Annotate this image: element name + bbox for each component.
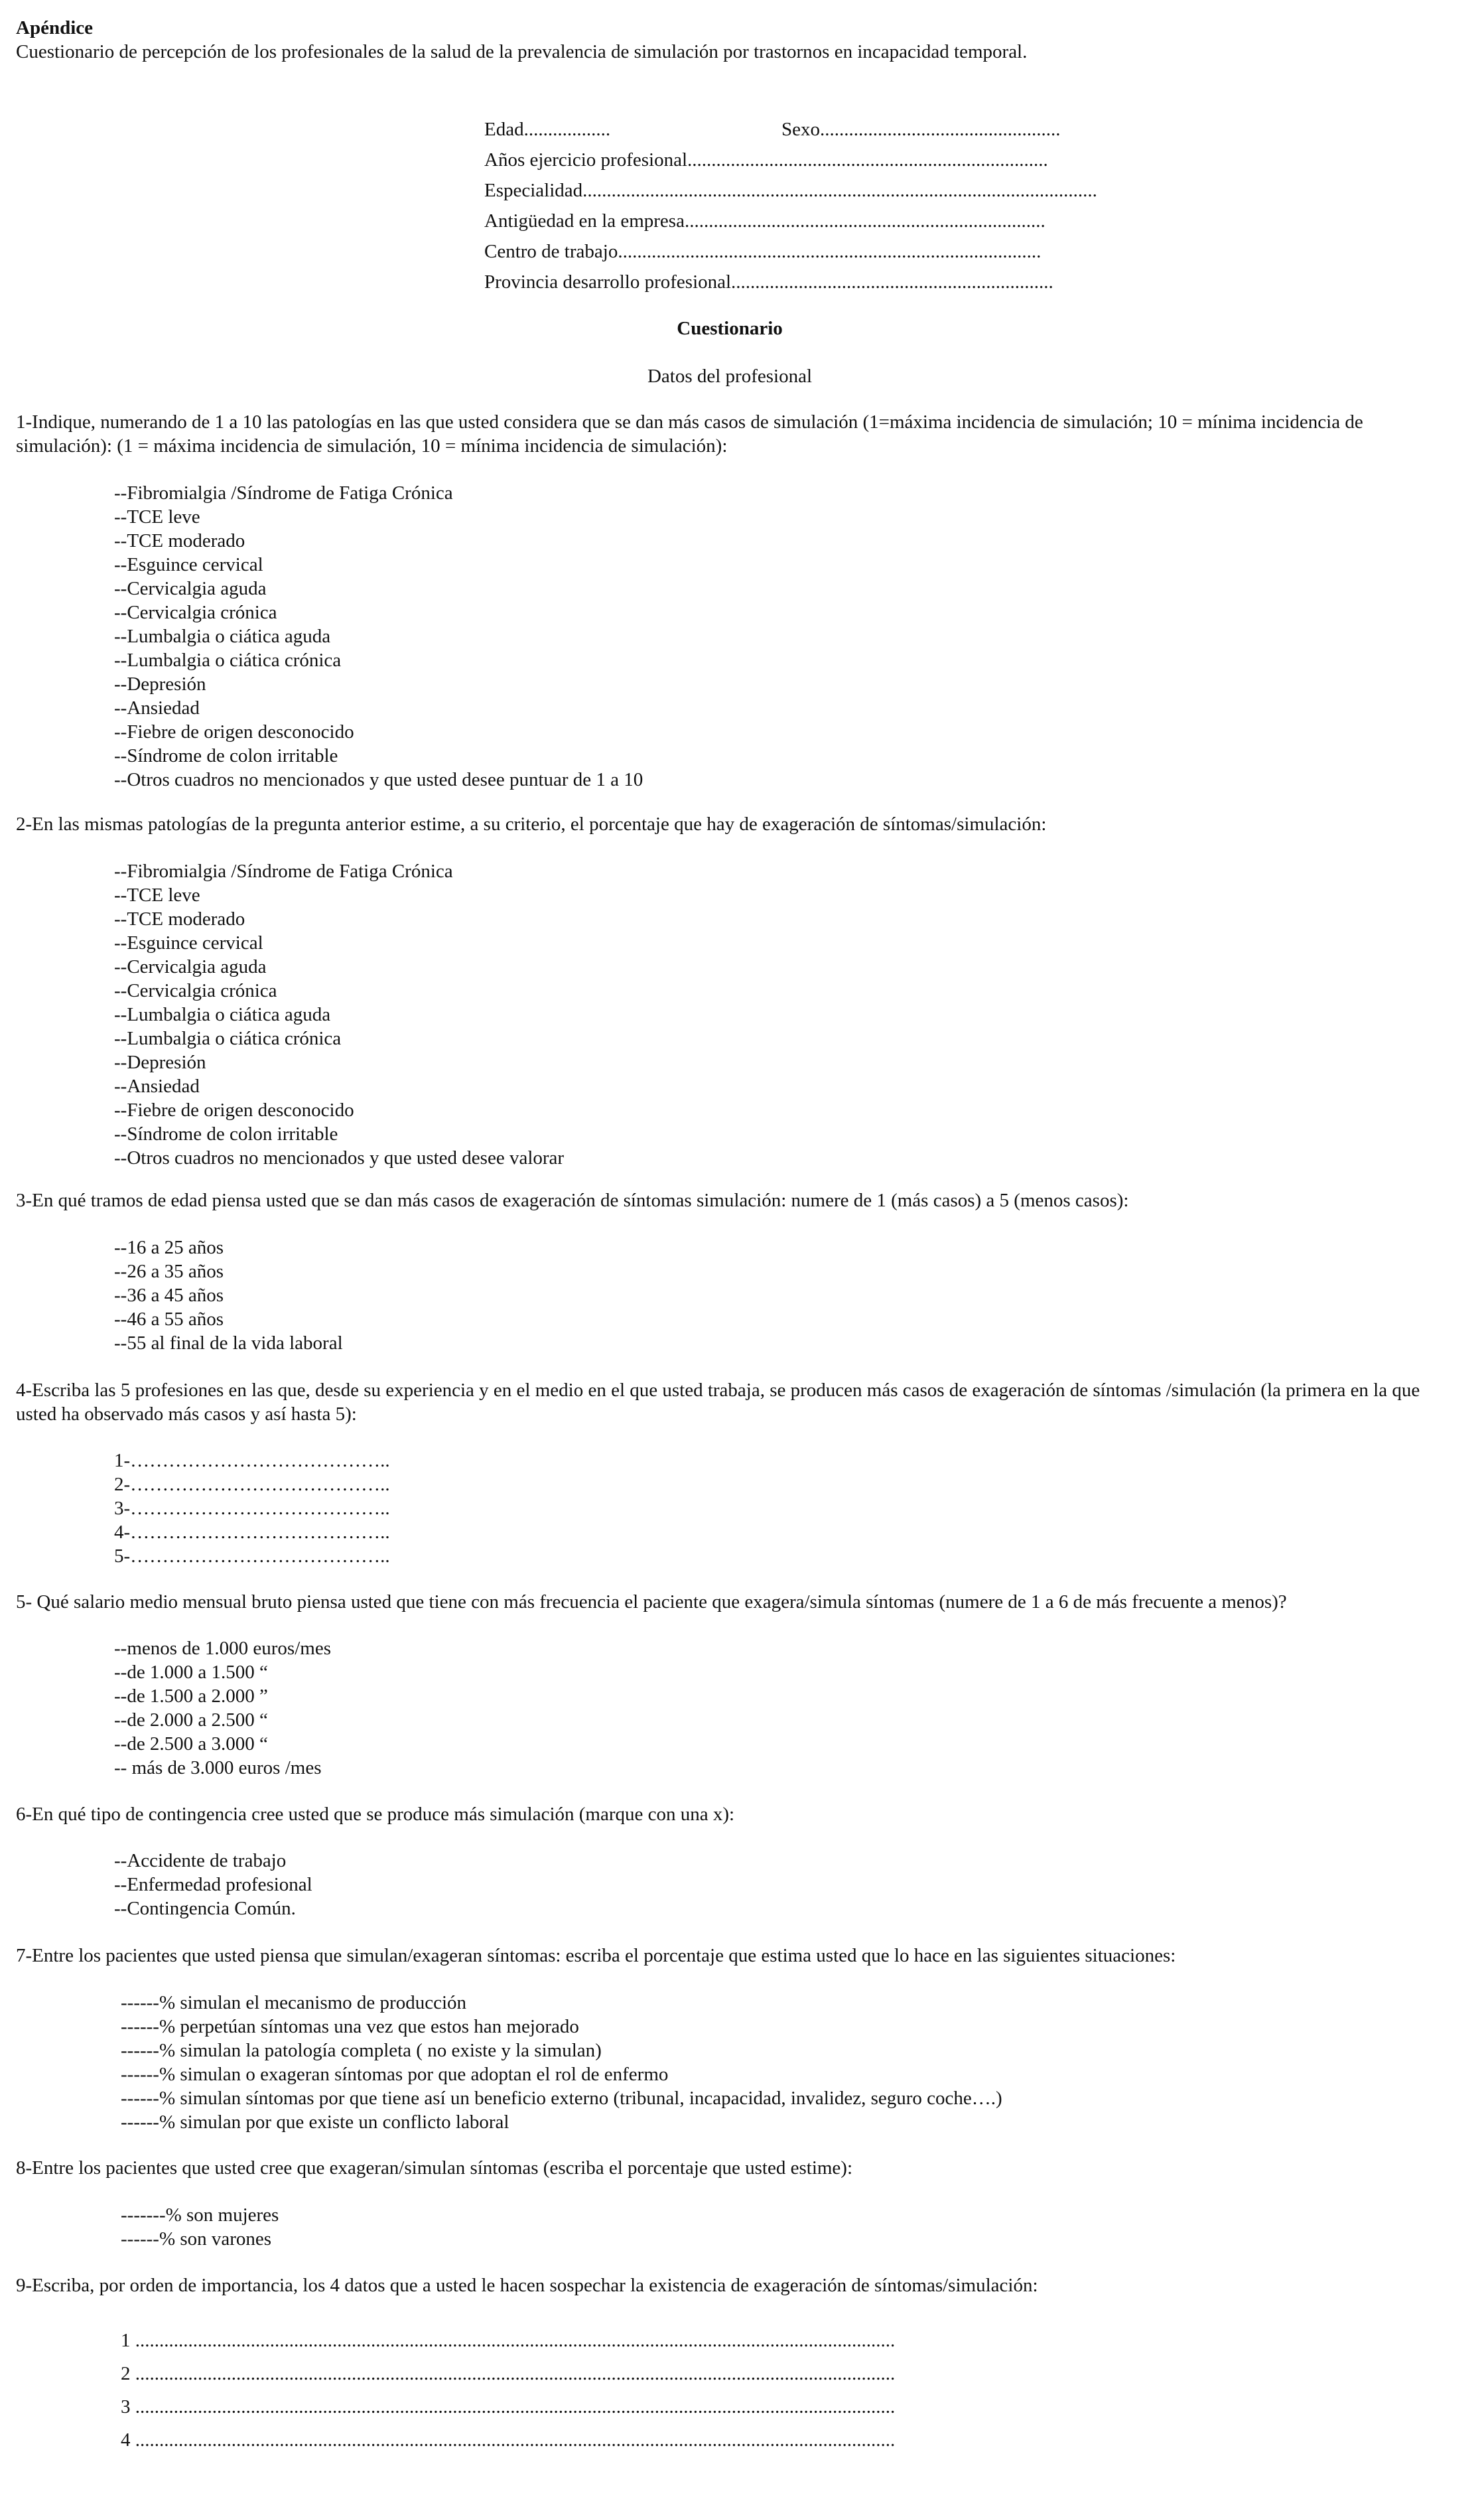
list-item: --Enfermedad profesional: [114, 1874, 312, 1895]
list-item: --Síndrome de colon irritable: [114, 745, 338, 766]
answer-line-1: 1 ..............................................................................................................................................................: [121, 2330, 896, 2351]
appendix-subtitle: Cuestionario de percepción de los profesionales de la salud de la prevalencia de simulación por trastornos en incapacidad temporal.: [16, 41, 1028, 62]
question-2-list: [114, 859, 564, 1170]
list-item: --Otros cuadros no mencionados y que usted desee valorar: [114, 1147, 565, 1169]
list-item: --55 al final de la vida laboral: [114, 1332, 343, 1354]
list-item: --Fibromialgia /Síndrome de Fatiga Crónica: [114, 861, 453, 882]
list-item: -------% son mujeres: [121, 2204, 279, 2226]
list-item: --Cervicalgia crónica: [114, 602, 277, 623]
list-item: -- más de 3.000 euros /mes: [114, 1757, 322, 1778]
list-item: --de 1.000 a 1.500 “: [114, 1662, 268, 1683]
answer-line-4: 4 ..............................................................................................................................................................: [121, 2429, 896, 2451]
list-item: --Ansiedad: [114, 1076, 200, 1097]
form-field-antiguedad: Antigüedad en la empresa...........................................................................: [484, 210, 1046, 232]
list-item: --Lumbalgia o ciática aguda: [114, 626, 331, 647]
cuestionario-title: Cuestionario: [677, 318, 783, 339]
appendix-heading: Apéndice: [16, 17, 93, 38]
list-item: 1-…………………………………..: [114, 1450, 390, 1471]
question-6-text: 6-En qué tipo de contingencia cree usted que se produce más simulación (marque con una x):: [16, 1804, 735, 1825]
form-field-provincia: Provincia desarrollo profesional...................................................................: [484, 271, 1053, 293]
datos-profesional-title: Datos del profesional: [647, 366, 813, 387]
question-1-list: [114, 481, 643, 792]
question-7-text: 7-Entre los pacientes que usted piensa que simulan/exageran síntomas: escriba el porcentaje que estima usted que lo hace en las siguientes situaciones:: [16, 1945, 1176, 1966]
list-item: --Cervicalgia aguda: [114, 956, 267, 977]
list-item: 3-…………………………………..: [114, 1498, 390, 1519]
list-item: --TCE moderado: [114, 908, 245, 930]
list-item: ------% simulan la patología completa ( no existe y la simulan): [121, 2040, 602, 2061]
form-field-sexo: Sexo..................................................: [781, 119, 1061, 140]
form-field-centro-trabajo: Centro de trabajo........................................................................................: [484, 241, 1042, 262]
list-item: ------% perpetúan síntomas una vez que estos han mejorado: [121, 2016, 579, 2037]
list-item: --Síndrome de colon irritable: [114, 1123, 338, 1145]
form-field-especialidad: Especialidad...........................................................................................................: [484, 180, 1097, 201]
list-item: 2-…………………………………..: [114, 1474, 390, 1495]
list-item: --TCE moderado: [114, 530, 245, 551]
form-field-anos-ejercicio: Años ejercicio profesional...........................................................................: [484, 149, 1048, 171]
list-item: 4-…………………………………..: [114, 1522, 390, 1543]
list-item: ------% simulan el mecanismo de producción: [121, 1992, 467, 2013]
question-4-text: 4-Escriba las 5 profesiones en las que, desde su experiencia y en el medio en el que usted trabaja, se producen más casos de exageración de síntomas /simulación (la primera en la que usted ha observado más casos y así hasta 5):: [16, 1380, 1420, 1425]
list-item: --46 a 55 años: [114, 1309, 224, 1330]
list-item: ------% son varones: [121, 2228, 272, 2250]
list-item: --Depresión: [114, 1052, 206, 1073]
question-7-list: [121, 1991, 1002, 2134]
question-9-text: 9-Escriba, por orden de importancia, los 4 datos que a usted le hacen sospechar la existencia de exageración de síntomas/simulación:: [16, 2275, 1038, 2296]
list-item: --16 a 25 años: [114, 1237, 224, 1258]
list-item: --26 a 35 años: [114, 1261, 224, 1282]
list-item: --Lumbalgia o ciática crónica: [114, 650, 342, 671]
question-8-list: [121, 2203, 279, 2251]
question-3-text: 3-En qué tramos de edad piensa usted que se dan más casos de exageración de síntomas simulación: numere de 1 (más casos) a 5 (menos casos):: [16, 1190, 1129, 1211]
list-item: ------% simulan síntomas por que tiene así un beneficio externo (tribunal, incapacidad, invalidez, seguro coche….): [121, 2088, 1002, 2109]
list-item: --Ansiedad: [114, 697, 200, 719]
list-item: --Otros cuadros no mencionados y que usted desee puntuar de 1 a 10: [114, 769, 643, 790]
list-item: 5-…………………………………..: [114, 1545, 390, 1567]
list-item: --Lumbalgia o ciática aguda: [114, 1004, 331, 1025]
question-5-list: [114, 1636, 331, 1780]
list-item: --TCE leve: [114, 506, 200, 528]
list-item: ------% simulan o exageran síntomas por que adoptan el rol de enfermo: [121, 2064, 669, 2085]
question-5-text: 5- Qué salario medio mensual bruto piensa usted que tiene con más frecuencia el paciente que exagera/simula síntomas (numere de 1 a 6 de más frecuente a menos)?: [16, 1591, 1287, 1613]
list-item: --Fiebre de origen desconocido: [114, 1100, 354, 1121]
list-item: --Contingencia Común.: [114, 1898, 296, 1919]
question-3-list: [114, 1236, 343, 1355]
list-item: --TCE leve: [114, 885, 200, 906]
form-field-edad: Edad..................: [484, 119, 611, 140]
list-item: --Esguince cervical: [114, 554, 263, 575]
list-item: --de 2.500 a 3.000 “: [114, 1733, 268, 1755]
question-4-list: [114, 1449, 390, 1568]
answer-line-2: 2 ..............................................................................................................................................................: [121, 2363, 896, 2384]
question-8-text: 8-Entre los pacientes que usted cree que exageran/simulan síntomas (escriba el porcentaje que usted estime):: [16, 2157, 853, 2179]
list-item: --Cervicalgia aguda: [114, 578, 267, 599]
list-item: ------% simulan por que existe un conflicto laboral: [121, 2112, 509, 2133]
list-item: --menos de 1.000 euros/mes: [114, 1638, 331, 1659]
list-item: --de 1.500 a 2.000 ”: [114, 1686, 268, 1707]
list-item: --Cervicalgia crónica: [114, 980, 277, 1001]
list-item: --Esguince cervical: [114, 932, 263, 954]
list-item: --36 a 45 años: [114, 1285, 224, 1306]
answer-line-3: 3 ..............................................................................................................................................................: [121, 2396, 896, 2417]
question-2-text: 2-En las mismas patologías de la pregunta anterior estime, a su criterio, el porcentaje que hay de exageración de síntomas/simulación:: [16, 814, 1047, 835]
list-item: --Fibromialgia /Síndrome de Fatiga Crónica: [114, 482, 453, 504]
list-item: --Accidente de trabajo: [114, 1850, 287, 1871]
list-item: --de 2.000 a 2.500 “: [114, 1709, 268, 1731]
list-item: --Lumbalgia o ciática crónica: [114, 1028, 342, 1049]
question-6-list: [114, 1849, 312, 1920]
question-1-text: 1-Indique, numerando de 1 a 10 las patologías en las que usted considera que se dan más casos de simulación (1=máxima incidencia de simulación; 10 = mínima incidencia de simulación): (1 = máxima incidencia de simulación, 10 = mínima incidencia de simulación):: [16, 411, 1363, 457]
list-item: --Fiebre de origen desconocido: [114, 721, 354, 743]
list-item: --Depresión: [114, 674, 206, 695]
